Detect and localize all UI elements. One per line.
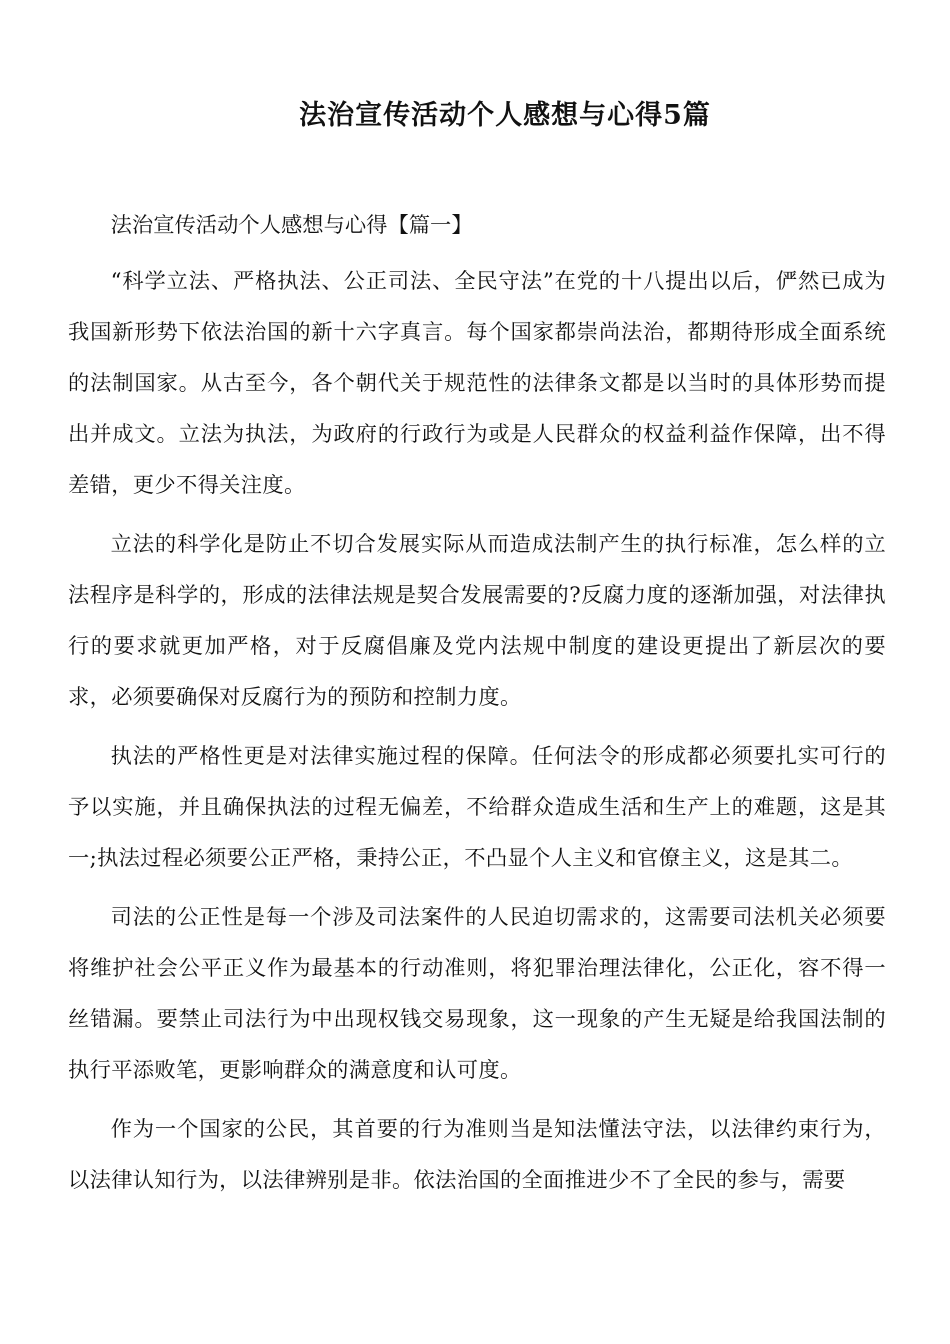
paragraph-1: “科学立法、严格执法、公正司法、全民守法”在党的十八提出以后，俨然已成为我国新形势下依法治国的新十六字真言。每个国家都崇尚法治，都期待形成全面系统的法制国家。从古至今，各个朝代关于规范性的法律条文都是以当时的具体形势而提出并成文。立法为执法，为政府的行政行为或是人民群众的权益利益作保障，出不得差错，更少不得关注度。 <box>68 269 886 498</box>
paragraph-5: 作为一个国家的公民，其首要的行为准则当是知法懂法守法，以法律约束行为，以法律认知行为，以法律辨别是非。依法治国的全面推进少不了全民的参与，需要 <box>68 1117 886 1193</box>
paragraph-2: 立法的科学化是防止不切合发展实际从而造成法制产生的执行标准，怎么样的立法程序是科学的，形成的法律法规是契合发展需要的?反腐力度的逐渐加强，对法律执行的要求就更加严格，对于反腐倡廉及党内法规中制度的建设更提出了新层次的要求，必须要确保对反腐行为的预防和控制力度。 <box>68 532 886 710</box>
paragraph-3: 执法的严格性更是对法律实施过程的保障。任何法令的形成都必须要扎实可行的予以实施，并且确保执法的过程无偏差，不给群众造成生活和生产上的难题，这是其一;执法过程必须要公正严格，秉持公正，不凸显个人主义和官僚主义，这是其二。 <box>68 744 886 871</box>
document-title: 法治宣传活动个人感想与心得5篇 <box>299 100 711 131</box>
document-body <box>68 204 886 1206</box>
paragraph-4: 司法的公正性是每一个涉及司法案件的人民迫切需求的，这需要司法机关必须要将维护社会公平正义作为最基本的行动准则，将犯罪治理法律化，公正化，容不得一丝错漏。要禁止司法行为中出现权钱交易现象，这一现象的产生无疑是给我国法制的执行平添败笔，更影响群众的满意度和认可度。 <box>68 905 886 1083</box>
section-heading: 法治宣传活动个人感想与心得【篇一】 <box>110 213 473 238</box>
